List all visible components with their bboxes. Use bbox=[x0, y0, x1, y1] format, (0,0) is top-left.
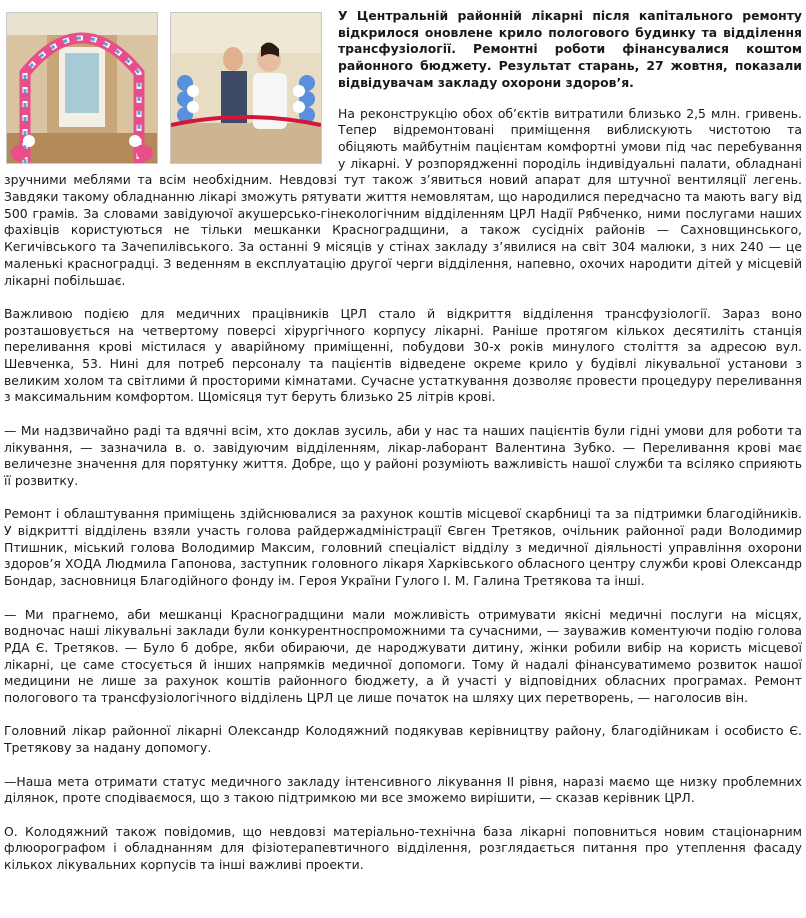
paragraph-funding: Ремонт і облаштування приміщень здійснювалися за рахунок коштів місцевої скарбниці та за підтримки благодійників. У відкритті відділень взяли участь голова райдержадміністрації Євген Третяков, очільник районної ради Володимир Птишник, міський голова Володимир Максим, головний спеціаліст відділу з медичної діяльності управління охорони здоров’я ХОДА Людмила Гапонова, заступник головного лікаря Харківського обласного центру служби крові Олександр Бондар, засновниця Благодійного фонду ім. Героя України Гулого І. М. Галина Третякова та інші. bbox=[4, 506, 802, 589]
paragraph-quote-tretiakov: — Ми прагнемо, аби мешканці Красноградщини мали можливість отримувати якісні медичні послуги на місцях, водночас наші лікувальні заклади були конкурентноспроможними та сучасними, — зауважив коментуючи подію голова РДА Є. Третяков. — Було б добре, якби обираючи, де народжувати дитину, жінки робили вибір на користь місцевої лікарні, це саме стосується й інших напрямків медичної допомоги. Тому й надалі фінансуватимемо розвиток нашої медицини не лише за рахунок коштів районного бюджету, а й участі у відповідних обласних програмах. Ремонт пологового та трансфузіологічного відділень ЦРЛ це лише початок на шляху цих перетворень, — наголосив він. bbox=[4, 606, 802, 706]
paragraph-quote-zubko: — Ми надзвичайно раді та вдячні всім, хто доклав зусиль, аби у нас та наших пацієнтів були гідні умови для роботи та лікування, — зазначила в. о. завідуючим відділенням, лікар-лаборант Валентина Зубко. — Переливання крові має величезне значення для порятунку життя. Добре, що у районі розуміють важливість нашої служби та всіляко сприяють її розвитку. bbox=[4, 422, 802, 488]
photo-group bbox=[4, 8, 328, 164]
paragraph-reconstruction: На реконструкцію обох об’єктів витратили близько 2,5 млн. гривень. Тепер відремонтовані приміщення виблискують чистотою та обіцяють майбутнім пацієнтам комфортні умови під час перебування у лікарні. У розпорядженні породіль індивідуальні палати, обладнані зручними меблями та всім необхідним. Невдовзі тут також з’явиться новий апарат для штучної вентиляції легень. Завдяки такому обладнанню лікарі зможуть рятувати життя немовлятам, що народилися передчасно та мають вагу від 500 грамів. За словами завідуючої акушерсько-гінекологічним відділенням ЦРЛ Надії Рябченко, ними послугами наших фахівців користуються не тільки мешканки Красноградщини, а також сусідніх районів — Сахновщинського, Кегичівського та Зачепилівського. За останні 9 місяців у стінах закладу з’явилися на світ 304 малюки, з них 240 — це маленькі красноградці. З веденням в експлуатацію другої черги відділення, напевно, охочих народити дітей у місцевій лікарні побільшає. bbox=[4, 105, 802, 288]
paragraph-plans: О. Колодяжний також повідомив, що невдовзі матеріально-технічна база лікарні поповниться новим стаціонарним флюорографом і обладнанням для фізіотерапевтичного відділення, розглядається питання про утеплення фасаду кількох лікувальних корпусів та інші важливі проекти. bbox=[4, 823, 802, 873]
lead-paragraph: У Центральній районній лікарні після капітального ремонту відкрилося оновлене крило пологового будинку та відділення трансфузіології. Ремонтні роботи фінансувалися коштом районного бюджету. Результат старань, 27 жовтня, показали відвідувачам закладу охорони здоров’я. bbox=[338, 8, 802, 90]
corridor-balloon-arch-photo[interactable] bbox=[6, 12, 158, 164]
paragraph-goal: —Наша мета отримати статус медичного закладу інтенсивного лікування ІІ рівня, наразі маємо ще низку проблемних ділянок, проте сподіваємося, що з такою підтримкою ми все зможемо вирішити, — сказав керівник ЦРЛ. bbox=[4, 773, 802, 806]
ribbon-cutting-photo[interactable] bbox=[170, 12, 322, 164]
article bbox=[4, 8, 802, 890]
paragraph-transfusiology: Важливою подією для медичних працівників ЦРЛ стало й відкриття відділення трансфузіології. Зараз воно розташовується на четвертому поверсі хірургічного корпусу лікарні. Раніше протягом кількох десятиліть станція переливання крові містилася у аварійному приміщенні, побудови 30-х років минулого століття за адресою вул. Шевченка, 53. Нині для потреб персоналу та пацієнтів відведене окреме крило у будівлі лікувальної установи з великим холом та світлими й просторими кімнатами. Сучасне устаткування дозволяє провести процедуру переливання з максимальним комфортом. Щомісяця тут беруть близько 25 літрів крові. bbox=[4, 305, 802, 405]
paragraph-thanks: Головний лікар районної лікарні Олександр Колодяжний подякував керівництву району, благодійникам і особисто Є. Третякову за надану допомогу. bbox=[4, 723, 802, 756]
